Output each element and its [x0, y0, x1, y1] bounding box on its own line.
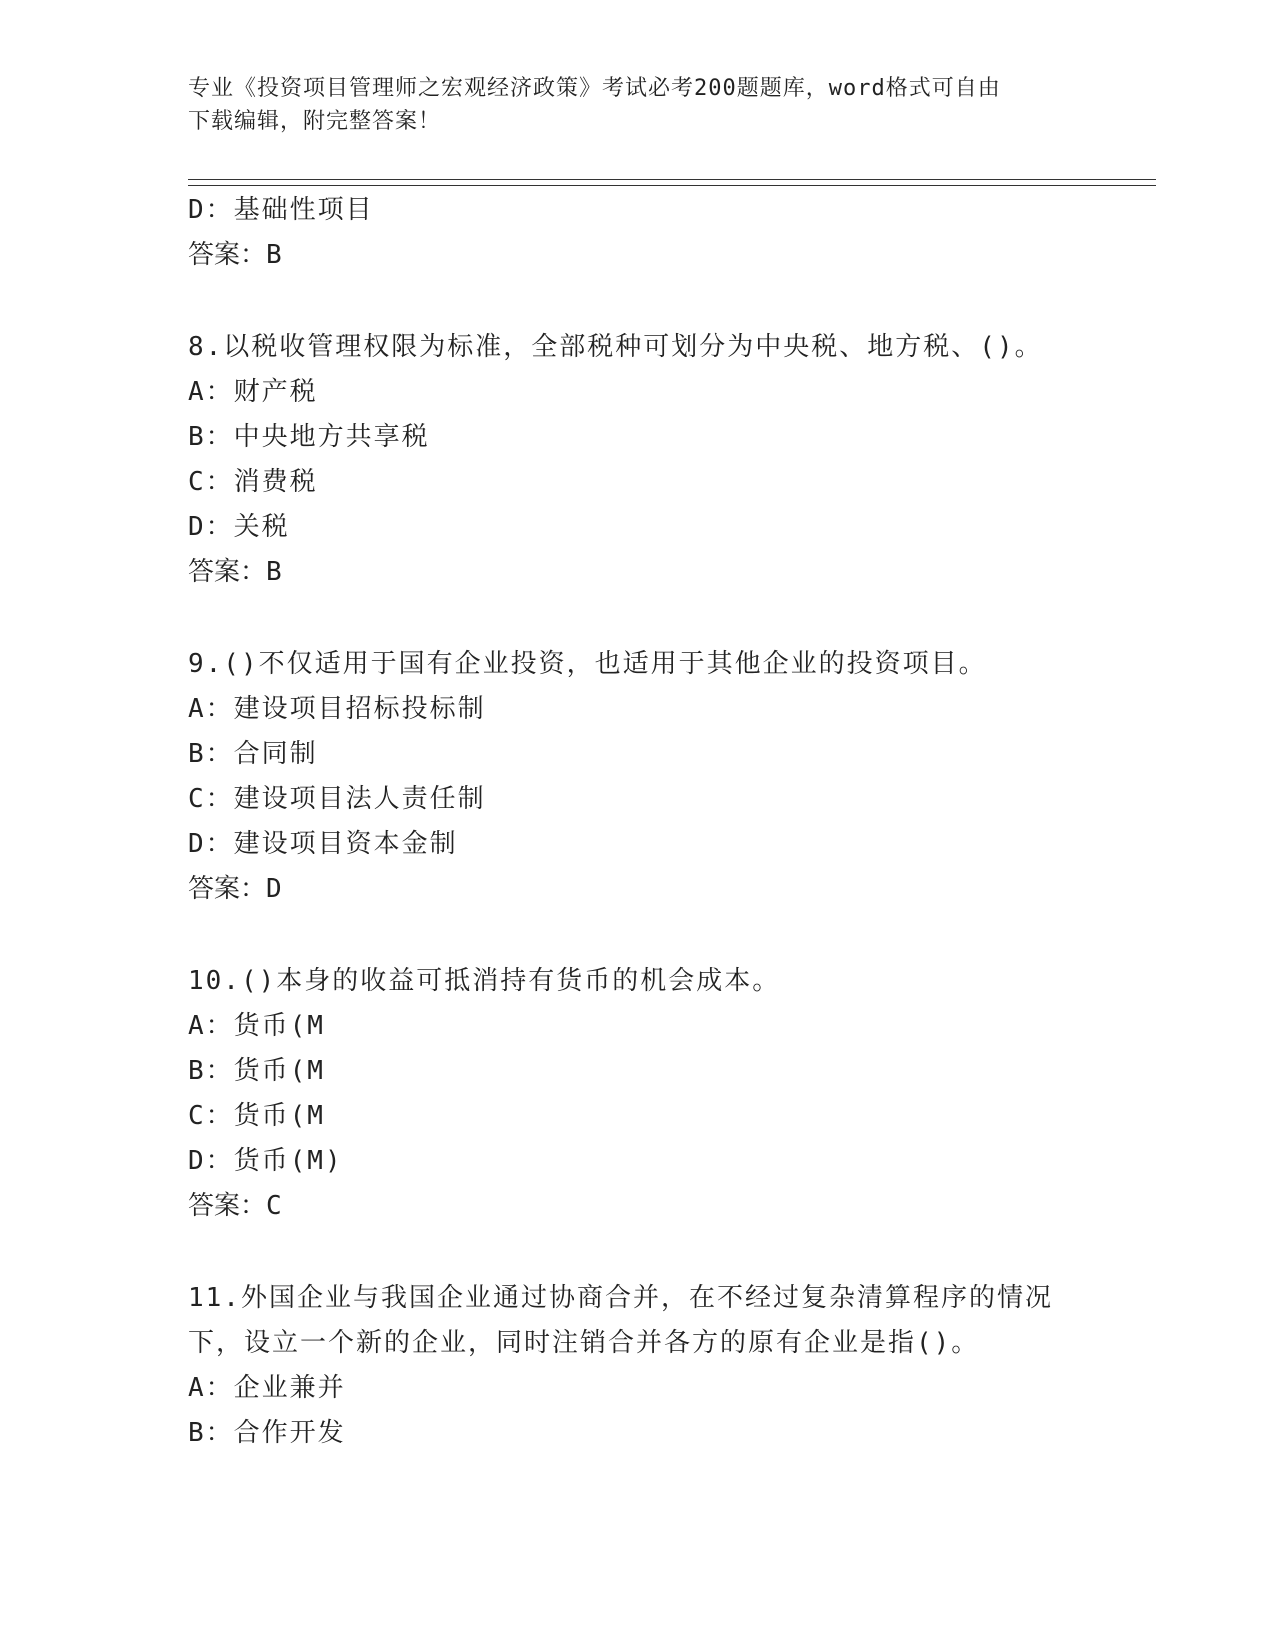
header-divider — [188, 179, 1156, 186]
option-b: B：合同制 — [188, 739, 318, 769]
question-stem: 10.()本身的收益可抵消持有货币的机会成本。 — [188, 966, 781, 996]
header-line-2: 下载编辑，附完整答案！ — [188, 109, 442, 134]
answer: 答案：B — [188, 557, 282, 587]
answer: 答案：C — [188, 1191, 282, 1221]
option-b: B：中央地方共享税 — [188, 422, 430, 452]
answer: 答案：D — [188, 874, 282, 904]
question-stem: 9.()不仅适用于国有企业投资，也适用于其他企业的投资项目。 — [188, 649, 987, 679]
option-c: C：货币(M — [188, 1101, 325, 1131]
option-d: D：货币(M) — [188, 1146, 343, 1176]
question-list — [188, 188, 1088, 1456]
question-10 — [188, 959, 1088, 1229]
question-stem: 8.以税收管理权限为标准，全部税种可划分为中央税、地方税、()。 — [188, 332, 1043, 362]
question-7-tail — [188, 188, 1088, 278]
option-d: D：建设项目资本金制 — [188, 829, 458, 859]
option-b: B：货币(M — [188, 1056, 325, 1086]
option-a: A：企业兼并 — [188, 1373, 346, 1403]
option-d: D：基础性项目 — [188, 195, 374, 225]
answer: 答案：B — [188, 240, 282, 270]
option-c: C：建设项目法人责任制 — [188, 784, 486, 814]
question-stem-line-1: 11.外国企业与我国企业通过协商合并，在不经过复杂清算程序的情况 — [188, 1283, 1053, 1313]
option-d: D：关税 — [188, 512, 290, 542]
option-c: C：消费税 — [188, 467, 318, 497]
option-a: A：建设项目招标投标制 — [188, 694, 486, 724]
question-stem-line-2: 下，设立一个新的企业，同时注销合并各方的原有企业是指()。 — [188, 1328, 980, 1358]
option-a: A：财产税 — [188, 377, 318, 407]
question-8 — [188, 325, 1088, 595]
question-9 — [188, 642, 1088, 912]
option-b: B：合作开发 — [188, 1418, 346, 1448]
question-11 — [188, 1276, 1088, 1456]
document-header — [188, 72, 1068, 138]
option-a: A：货币(M — [188, 1011, 325, 1041]
header-line-1: 专业《投资项目管理师之宏观经济政策》考试必考200题题库，word格式可自由 — [188, 76, 1001, 101]
